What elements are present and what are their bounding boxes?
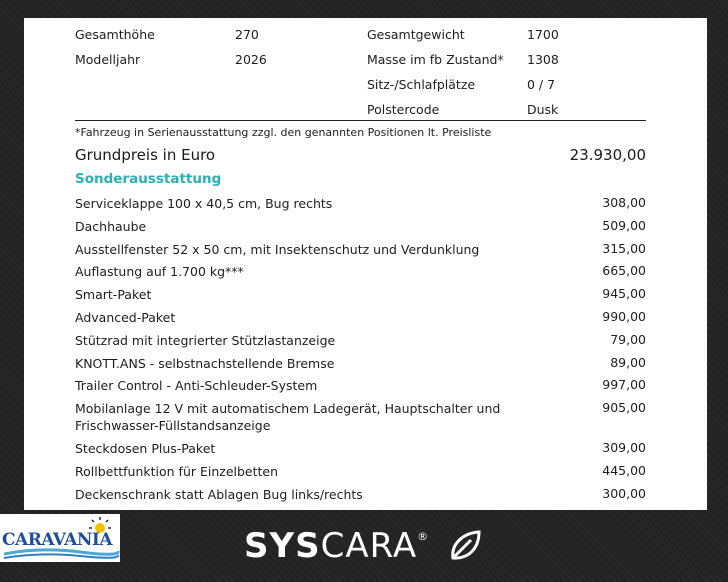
spec-value: 2026: [235, 52, 267, 67]
spec-label: Sitz-/Schlafplätze: [367, 77, 476, 92]
leaf-icon: [447, 528, 483, 564]
list-item: [75, 352, 646, 375]
list-item: [75, 329, 646, 352]
spec-label: Modelljahr: [75, 52, 141, 67]
item-price: 509,00: [602, 217, 646, 233]
list-item: [75, 483, 646, 506]
item-price: 905,00: [602, 400, 646, 416]
list-item: [75, 460, 646, 483]
syscara-wordmark-bold: SYS: [244, 526, 321, 566]
item-price: 997,00: [602, 377, 646, 393]
spec-row: [75, 73, 646, 98]
item-name: Dachhaube: [75, 218, 147, 234]
list-item: [75, 260, 646, 283]
spec-row: [75, 23, 646, 48]
caravania-wordmark: CARAVANIA: [2, 530, 113, 550]
syscara-wordmark-regular: CARA: [320, 526, 418, 566]
registered-mark: ®: [417, 530, 430, 543]
list-item: [75, 306, 646, 329]
list-item: [75, 397, 646, 437]
list-item: [75, 192, 646, 215]
spec-value: 0 / 7: [527, 77, 556, 92]
item-name: Serviceklappe 100 x 40,5 cm, Bug rechts: [75, 196, 333, 211]
section-title: Sonderausstattung: [75, 171, 222, 187]
item-name: Steckdosen Plus-Paket: [75, 441, 216, 457]
item-price: 300,00: [602, 485, 646, 501]
item-name: Smart-Paket: [75, 287, 152, 303]
item-price: 945,00: [602, 286, 646, 302]
item-name: Mobilanlage 12 V mit automatischem Ladegerät, Hauptschalter und Frischwasser-Füllstandsanzeige: [75, 401, 501, 434]
item-price: 665,00: [602, 263, 646, 279]
option-list: [75, 192, 646, 506]
base-price-value: 23.930,00: [569, 146, 646, 164]
base-price-row: [75, 146, 646, 168]
item-price: 89,00: [610, 354, 646, 370]
item-name: Advanced-Paket: [75, 309, 176, 325]
item-name: Stützrad mit integrierter Stützlastanzeige: [75, 332, 336, 348]
spec-row: [75, 48, 646, 73]
spec-label: Polstercode: [367, 102, 440, 117]
syscara-logo: [244, 526, 429, 566]
item-price: 79,00: [610, 331, 646, 347]
item-name: KNOTT.ANS - selbstnachstellende Bremse: [75, 355, 335, 371]
item-name: Rollbettfunktion für Einzelbetten: [75, 463, 279, 479]
item-price: 309,00: [602, 440, 646, 456]
list-item: [75, 215, 646, 238]
spec-value: 270: [235, 27, 259, 42]
spec-value: 1700: [527, 27, 559, 42]
spec-label: Gesamtgewicht: [367, 27, 465, 42]
item-price: 308,00: [602, 195, 646, 210]
spec-label: Masse im fb Zustand*: [367, 52, 504, 67]
spec-table: [75, 23, 646, 123]
spec-label: Gesamthöhe: [75, 27, 155, 42]
base-price-label: Grundpreis in Euro: [75, 146, 216, 164]
list-item: [75, 283, 646, 306]
item-price: 990,00: [602, 308, 646, 324]
caravania-logo: [0, 514, 120, 562]
divider: [75, 120, 646, 121]
list-item: [75, 374, 646, 397]
item-price: 445,00: [602, 462, 646, 478]
spec-value: Dusk: [527, 102, 559, 117]
list-item: [75, 437, 646, 460]
item-name: Ausstellfenster 52 x 50 cm, mit Insektenschutz und Verdunklung: [75, 241, 480, 257]
item-name: Auflastung auf 1.700 kg***: [75, 264, 244, 280]
item-name: Deckenschrank statt Ablagen Bug links/rechts: [75, 486, 363, 502]
item-name: Trailer Control - Anti-Schleuder-System: [75, 378, 318, 394]
list-item: [75, 238, 646, 261]
spec-value: 1308: [527, 52, 559, 67]
footnote: *Fahrzeug in Serienausstattung zzgl. den genannten Positionen lt. Preisliste: [75, 126, 492, 139]
price-sheet: [24, 18, 707, 510]
item-price: 315,00: [602, 240, 646, 256]
